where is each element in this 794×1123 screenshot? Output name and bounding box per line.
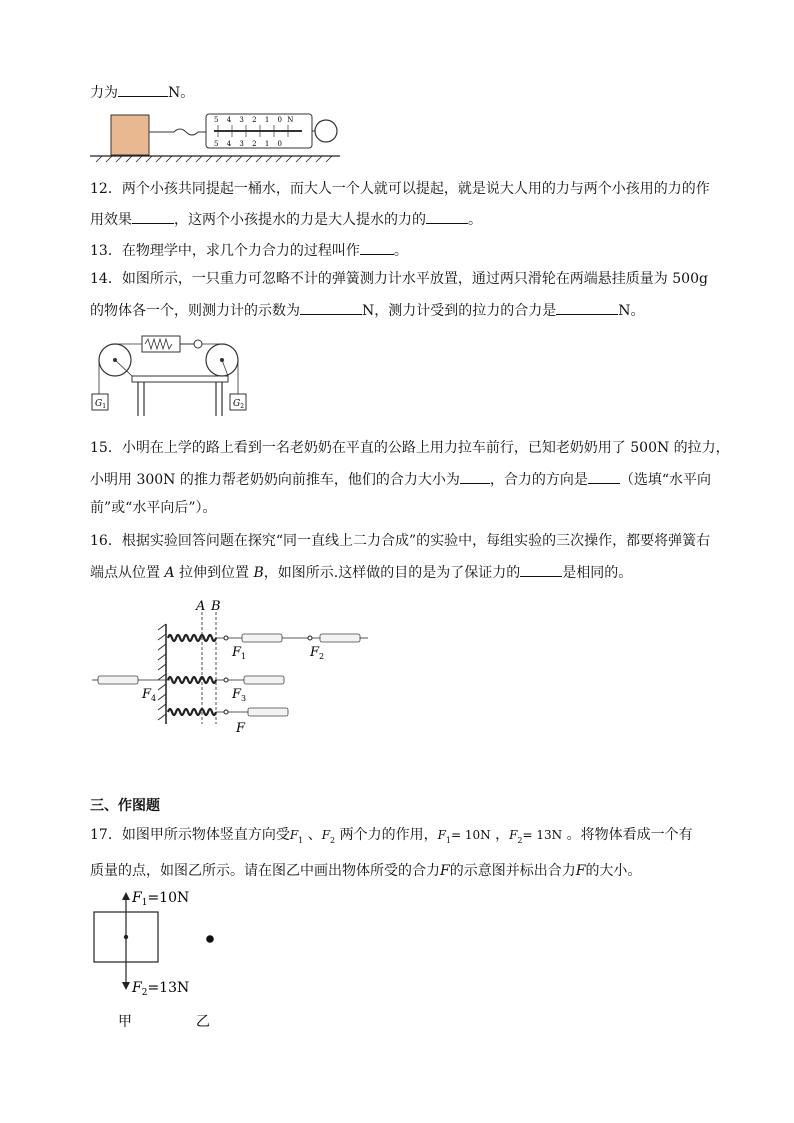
q17-line1: 17．如图甲所示物体竖直方向受$F_1$ 、$F_2$ 两个力的作用，$F_1= 10N$ ，$F_2= 13N$ 。将物体看成一个有: [90, 827, 693, 845]
label-f1: $F_1$: [232, 645, 247, 661]
spring-scale-case: [142, 336, 180, 352]
q14-figure: [90, 332, 260, 420]
wall-hatch: [158, 624, 166, 720]
g2-label: $G_2$: [233, 399, 245, 410]
q15-line3: 前”或“水平向后”）。: [90, 500, 217, 516]
q16-figure: [92, 598, 372, 738]
spring-1: [168, 635, 216, 641]
q14-line1: 14．如图所示，一只重力可忽略不计的弹簧测力计水平放置，通过两只滑轮在两端悬挂质量为 500g: [90, 271, 708, 287]
q12-blank-1[interactable]: [132, 209, 174, 224]
q17-line2: 质量的点，如图乙所示。请在图乙中画出物体所受的合力F的示意图并标出合力F的大小。: [90, 863, 642, 879]
q13-blank[interactable]: [360, 240, 394, 255]
label-b: B: [211, 599, 221, 614]
ground-hatch: [96, 156, 332, 162]
f1-label: $F_1=10N$: [132, 890, 190, 908]
scale-ring: [315, 120, 337, 142]
scale-bottom-labels: 5 4 3 2 1 0: [214, 140, 282, 148]
q15-line2: 小明用 300N 的推力帮老奶奶向前推车，他们的合力大小为 ，合力的方向是 （选填“水平向: [90, 469, 711, 489]
q11-prefix: 力为: [90, 85, 118, 101]
q16-line1: 16．根据实验回答问题在探究“同一直线上二力合成”的实验中，每组实验的三次操作，都要将弹簧右: [90, 533, 711, 549]
block: [111, 115, 149, 155]
f2-label: $F_2=13N$: [132, 980, 190, 998]
label-a: A: [196, 599, 206, 614]
mass-point: [206, 935, 214, 943]
q12-blank-2[interactable]: [426, 209, 468, 224]
section-title: 三、作图题: [90, 798, 160, 814]
q12-line1: 12．两个小孩共同提起一桶水，而大人一个人就可以提起，就是说大人用的力与两个小孩用的力的作: [90, 181, 710, 197]
label-f4: $F_4$: [142, 687, 157, 703]
q11-figure: [90, 108, 350, 164]
spring-3: [168, 709, 216, 715]
caption-yi: 乙: [196, 1014, 210, 1030]
table-top: [132, 376, 228, 382]
q17-figure: [90, 888, 240, 1036]
q13-line: 13．在物理学中，求几个力合力的过程叫作 。: [90, 240, 408, 260]
q14-blank-1[interactable]: [300, 300, 362, 315]
scale-f1: [242, 634, 282, 642]
label-f2: $F_2$: [310, 645, 325, 661]
q11-line: [90, 82, 194, 102]
q15-line1: 15．小明在上学的路上看到一名老奶奶在平直的公路上用力拉车前行，已知老奶奶用了 500N 的拉力，: [90, 440, 730, 456]
caption-jia: 甲: [118, 1014, 132, 1030]
spring-2: [168, 677, 216, 683]
q15-blank-2[interactable]: [588, 469, 620, 484]
scale-f3: [244, 676, 284, 684]
scale-top-labels: 5 4 3 2 1 0 N: [214, 116, 294, 124]
scale-f: [248, 708, 288, 716]
label-f3: $F_3$: [232, 687, 247, 703]
q11-suffix: N。: [168, 85, 195, 101]
q16-line2: 端点从位置 A 拉伸到位置 B，如图所示.这样做的目的是为了保证力的 是相同的。: [90, 562, 632, 582]
label-f: F: [236, 721, 246, 736]
q16-blank[interactable]: [520, 562, 562, 577]
scale-f2: [320, 634, 360, 642]
q15-blank-1[interactable]: [460, 469, 490, 484]
g1-label: $G_1$: [95, 399, 107, 410]
q12-line2: 用效果 ，这两个小孩提水的力是大人提水的力的 。: [90, 209, 482, 229]
hook: [149, 129, 206, 135]
q11-blank[interactable]: [118, 82, 168, 97]
center-point: [124, 935, 128, 939]
scale-f4: [98, 676, 138, 684]
q14-line2: 的物体各一个，则测力计的示数为 N，测力计受到的拉力的合力是 N。: [90, 300, 645, 320]
q14-blank-2[interactable]: [556, 300, 618, 315]
